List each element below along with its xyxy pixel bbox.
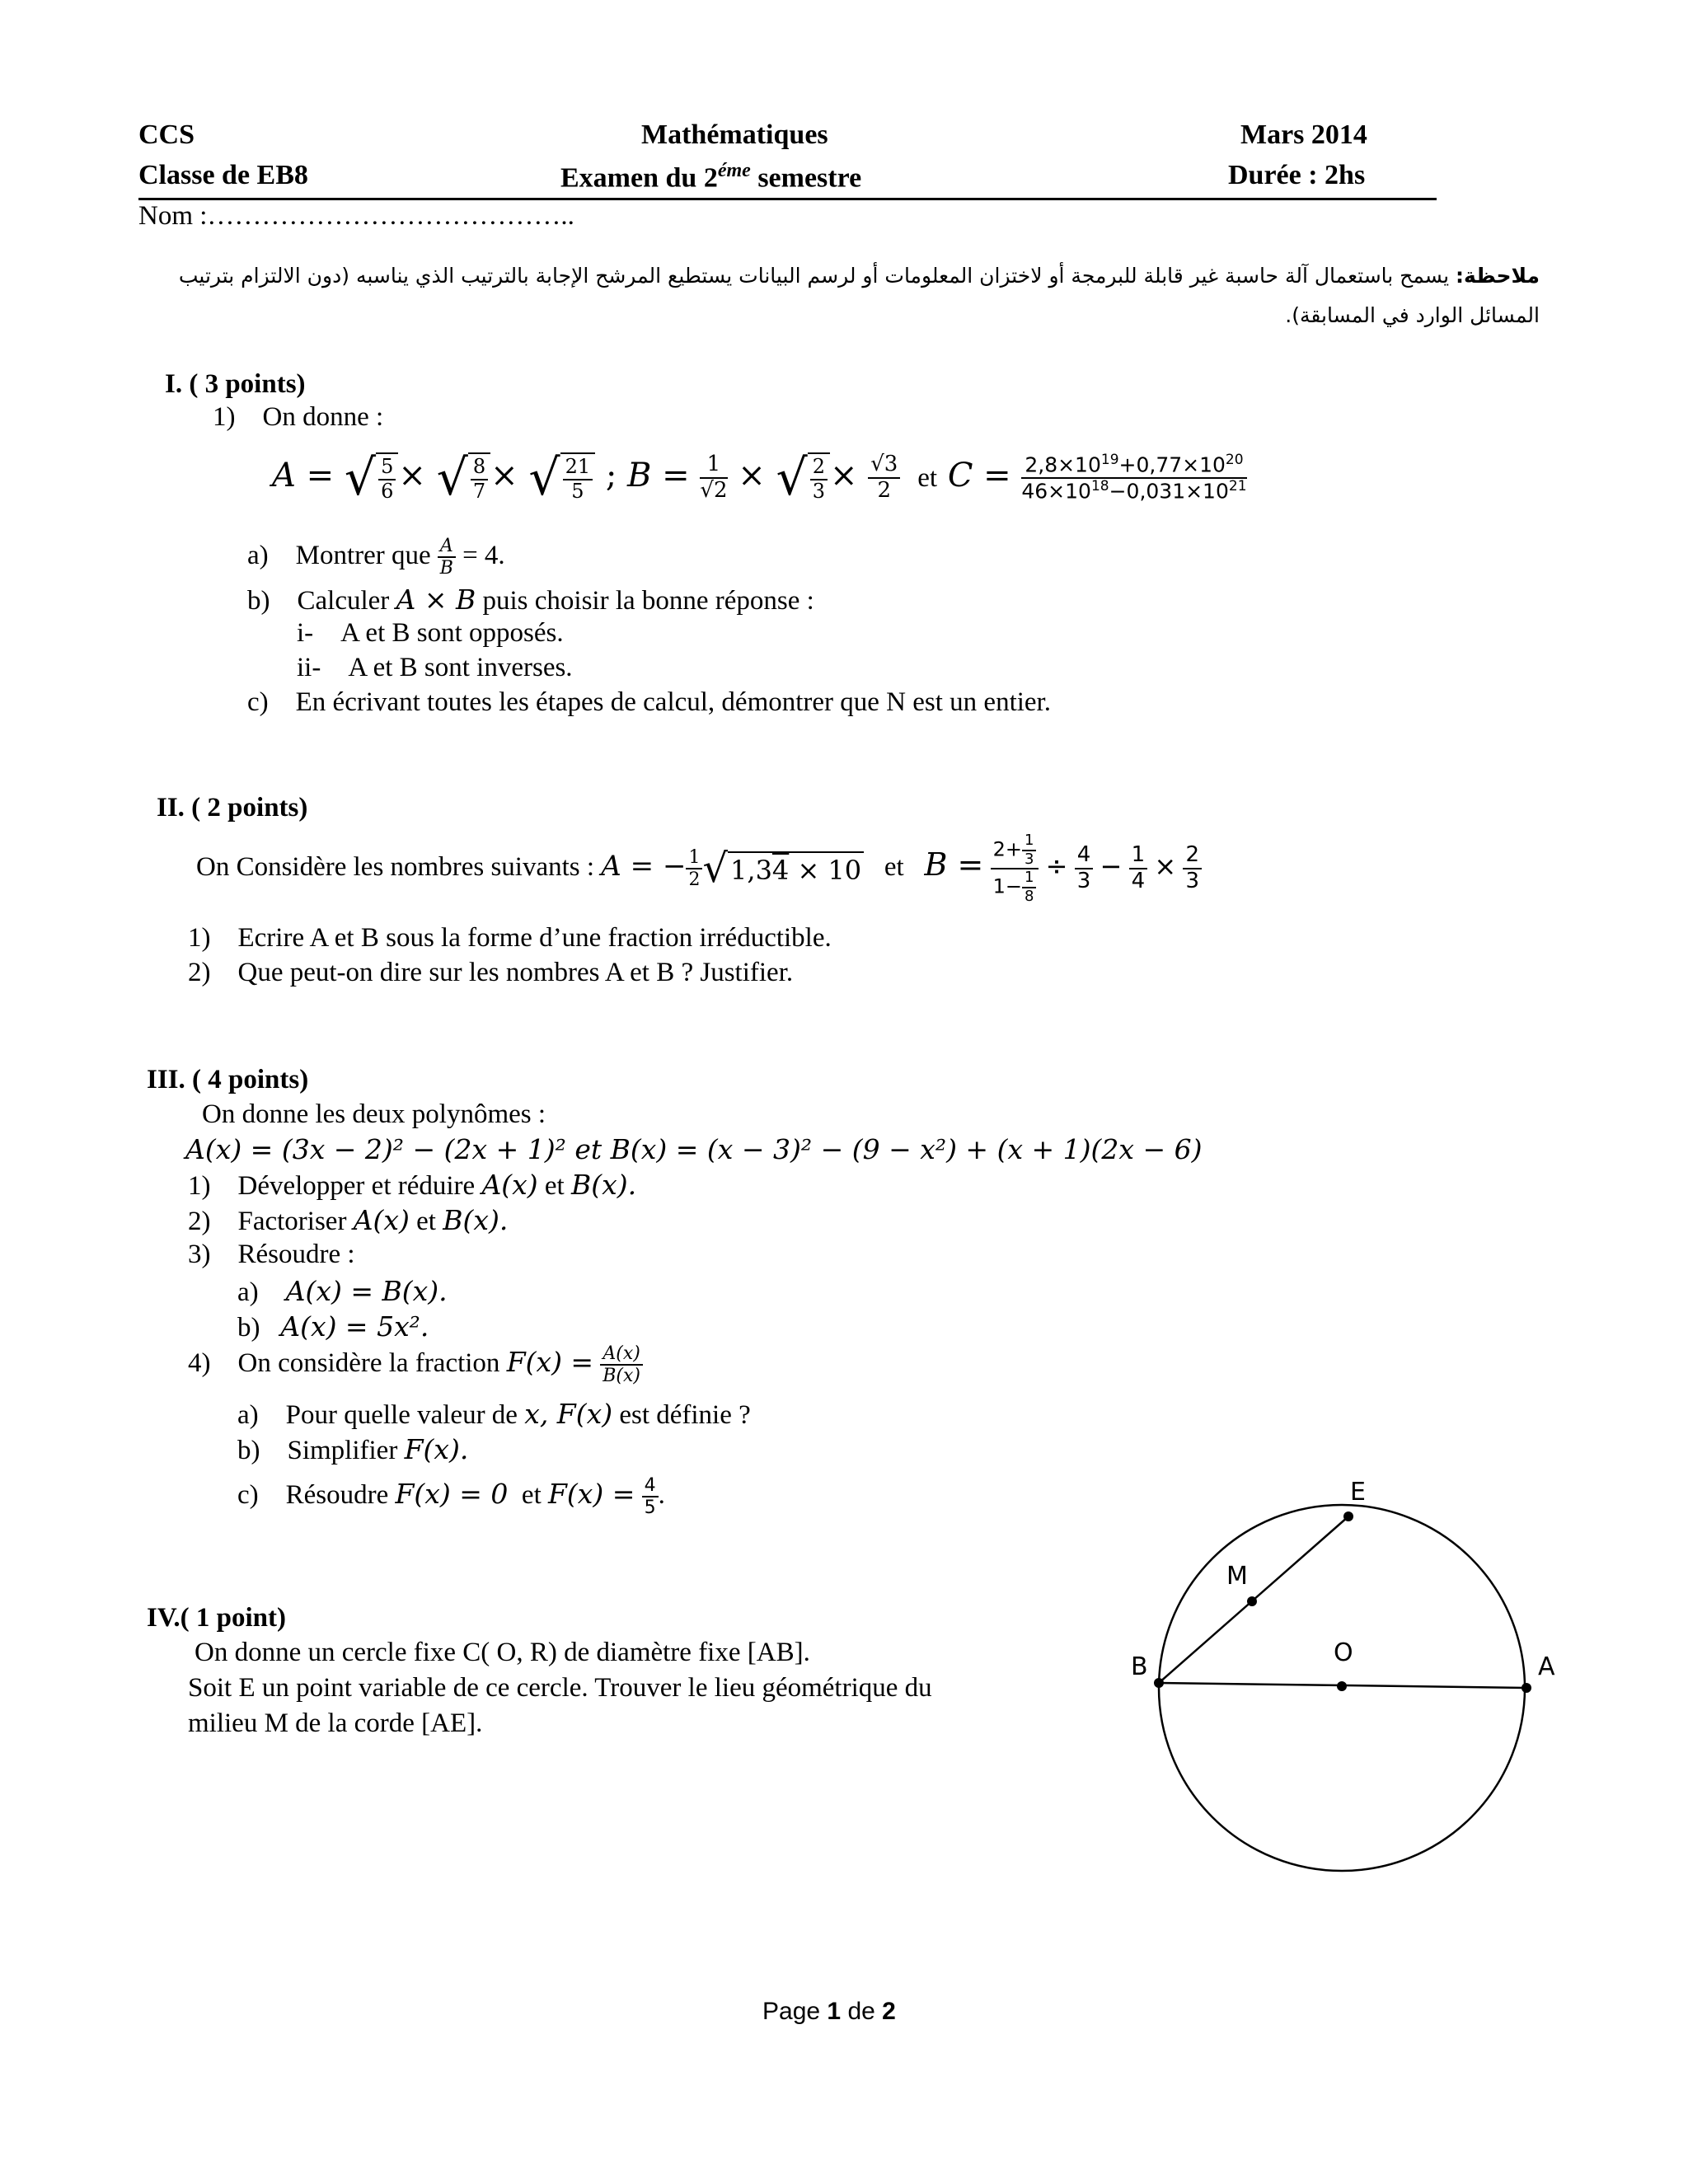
section-1-title: I. ( 3 points) [165, 369, 306, 399]
exam-duration: Durée : 2hs [1228, 160, 1366, 190]
section-1-qb-option-ii: ii- A et B sont inverses. [297, 653, 573, 682]
section-3-q4c: c) Résoudre F(x) = 0 et F(x) = $\frac{4}{5}$ . [237, 1475, 665, 1519]
point-e [1343, 1511, 1353, 1521]
section-3-q3: 3) Résoudre : [188, 1240, 355, 1269]
section-1-qb: b) Calculer A × B puis choisir la bonne réponse : [247, 583, 814, 616]
page-number: Page 1 de 2 [762, 1998, 896, 2025]
section-1-qa: a) Montrer que $\frac{A}{B}$ = 4. [247, 536, 505, 579]
class-label: Classe de EB8 [138, 160, 308, 190]
point-m [1247, 1596, 1257, 1606]
school-name: CCS [138, 120, 195, 150]
section-3-q4b: b) Simplifier F(x). [237, 1433, 469, 1465]
arabic-note-line2: المسائل الوارد في المسابقة). [1285, 303, 1540, 327]
section-3-q1: 1) Développer et réduire A(x) et B(x). [188, 1169, 637, 1201]
section-3-intro: On donne les deux polynômes : [202, 1099, 546, 1129]
section-3-q3b: b) A(x) = 5x². [237, 1310, 429, 1343]
formula-a-b-c: A = √ $\frac{5}{6}$ × √ $\frac{8}{7}$ × √ $\frac{21}{5}$ ; B = $\frac{1}{√2}$ × √ $\frac{2}{3}$ × $\frac{√3}{2}$ et C = $\frac{2,8\times 10^{19}+0,77\times 10^{20}}{46\times 10^{18}-0,031\times 10^{21}}$ [272, 449, 1247, 507]
section-4-line3: milieu M de la corde [AE]. [188, 1708, 483, 1738]
exam-date: Mars 2014 [1240, 120, 1367, 150]
circle-figure [1121, 1459, 1582, 1904]
exam-title: Examen du $2^{éme}$ semestre [560, 160, 862, 194]
label-e: E [1350, 1478, 1366, 1507]
section-2-q1: 1) Ecrire A et B sous la forme d’une fraction irréductible. [188, 923, 832, 953]
section-2-q2: 2) Que peut-on dire sur les nombres A et B ? Justifier. [188, 958, 794, 987]
section-2-numbers: On Considère les nombres suivants : A = − $\frac{1}{2}$ √1,34 × 10 et B = 2+ $\frac{1}{3}$ 1− $\frac{1}{8}$ ÷ $\frac{4}{3}$ − $\frac{1}{4}$ × $\frac{2}{3}$ [196, 832, 1202, 906]
label-a: A [1538, 1652, 1555, 1681]
section-3-title: III. ( 4 points) [147, 1065, 309, 1094]
point-b [1154, 1678, 1164, 1688]
point-o [1337, 1681, 1347, 1691]
arabic-note-line1: ملاحظة: يسمح باستعمال آلة حاسبة غير قابلة للبرمجة أو لاختزان المعلومات أو لرسم البيانات يستطيع المرشح الإجابة بالترتيب الذي يناسبه (دون الالتزام بترتيب [178, 264, 1540, 288]
section-3-formula: A(x) = (3x − 2)² − (2x + 1)² et B(x) = (x − 3)² − (9 − x²) + (x + 1)(2x − 6) [185, 1133, 1203, 1165]
subject-title: Mathématiques [641, 120, 828, 150]
section-3-q2: 2) Factoriser A(x) et B(x). [188, 1204, 509, 1236]
label-m: M [1226, 1562, 1248, 1591]
point-a [1522, 1683, 1531, 1693]
label-o: O [1334, 1638, 1353, 1667]
section-4-line1: On donne un cercle fixe C( O, R) de diamètre fixe [AB]. [195, 1638, 810, 1667]
header-divider [138, 198, 1437, 200]
section-1-qc: c) En écrivant toutes les étapes de calcul, démontrer que N est un entier. [247, 687, 1051, 717]
section-3-q4: 4) On considère la fraction F(x) = $\frac{A(x)}{B(x)}$ [188, 1343, 643, 1387]
name-field-line[interactable]: Nom :………………………………….. [138, 201, 574, 231]
section-1-q1: 1) On donne : [213, 402, 384, 432]
section-2-title: II. ( 2 points) [157, 793, 308, 823]
section-1-qb-option-i: i- A et B sont opposés. [297, 618, 564, 648]
section-3-q3a: a) A(x) = B(x). [237, 1275, 448, 1307]
section-4-title: IV.( 1 point) [147, 1603, 287, 1633]
section-3-q4a: a) Pour quelle valeur de x, F(x) est définie ? [237, 1398, 751, 1430]
label-b: B [1131, 1652, 1148, 1681]
section-4-line2: Soit E un point variable de ce cercle. Trouver le lieu géométrique du [188, 1673, 932, 1703]
